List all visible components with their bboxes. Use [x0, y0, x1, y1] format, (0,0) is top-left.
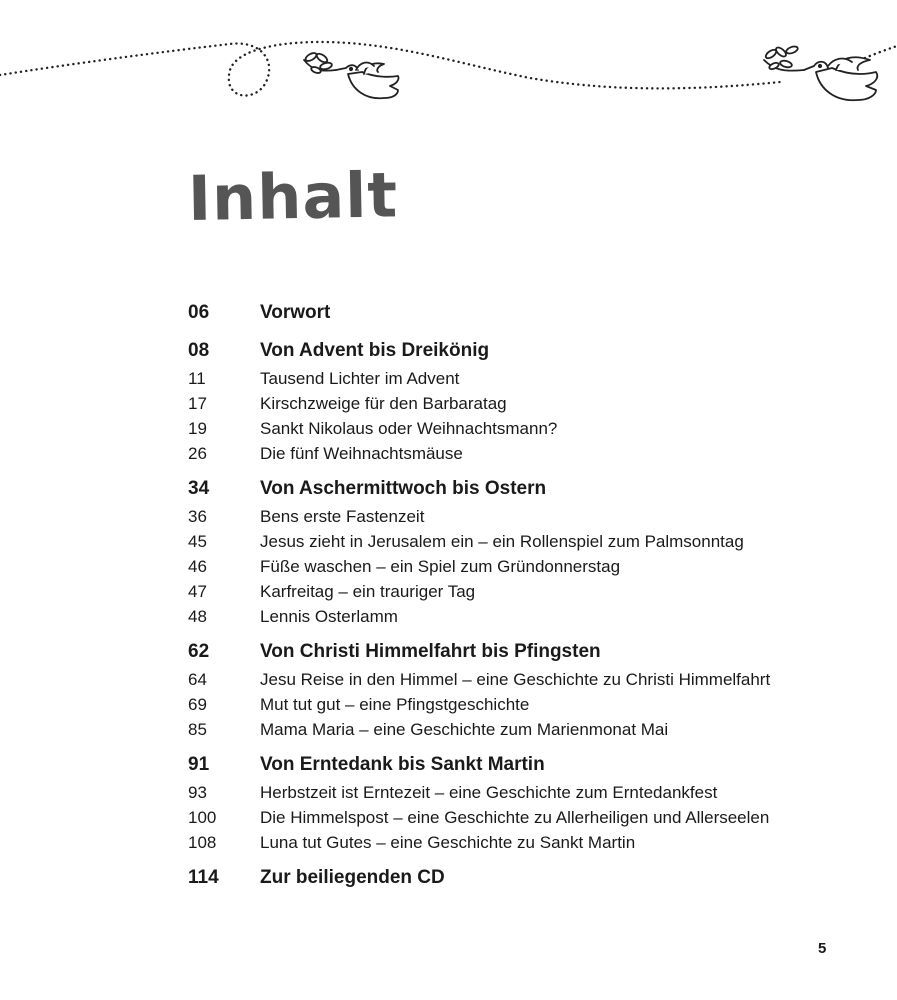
entry-page-number: 64 — [188, 670, 207, 689]
entry-title: Die Himmelspost – eine Geschichte zu Allerheiligen und Allerseelen — [260, 808, 770, 827]
entry-title: Kirschzweige für den Barbaratag — [260, 394, 507, 413]
toc-entry — [188, 582, 838, 607]
entry-title: Jesus zieht in Jerusalem ein – ein Rollenspiel zum Palmsonntag — [260, 532, 744, 551]
entry-page-number: 93 — [188, 783, 207, 802]
toc-entry — [188, 720, 838, 745]
table-of-contents — [188, 302, 838, 905]
entry-page-number: 48 — [188, 607, 207, 626]
entry-page-number: 45 — [188, 532, 207, 551]
section-page-number: 08 — [188, 340, 210, 361]
entry-title: Karfreitag – ein trauriger Tag — [260, 582, 476, 601]
toc-entry — [188, 670, 838, 695]
toc-section-heading — [188, 478, 838, 507]
toc-entry — [188, 808, 838, 833]
toc-section-heading — [188, 867, 838, 896]
entry-page-number: 19 — [188, 419, 207, 438]
toc-entry — [188, 507, 838, 532]
entry-title: Herbstzeit ist Erntezeit – eine Geschichte zum Erntedankfest — [260, 783, 718, 802]
entry-page-number: 17 — [188, 394, 207, 413]
dove-icon — [304, 51, 399, 98]
entry-page-number: 69 — [188, 695, 207, 714]
toc-entry — [188, 557, 838, 582]
toc-entry — [188, 607, 838, 632]
section-title: Von Aschermittwoch bis Ostern — [260, 478, 547, 499]
toc-entry — [188, 369, 838, 394]
toc-section — [188, 641, 838, 745]
toc-entry — [188, 695, 838, 720]
section-title: Von Advent bis Dreikönig — [260, 340, 490, 361]
entry-title: Mama Maria – eine Geschichte zum Marienmonat Mai — [260, 720, 669, 739]
toc-section — [188, 340, 838, 469]
toc-section — [188, 478, 838, 632]
toc-entry — [188, 532, 838, 557]
toc-section — [188, 754, 838, 858]
toc-section-heading — [188, 340, 838, 369]
entry-title: Die fünf Weihnachtsmäuse — [260, 444, 463, 463]
section-title: Von Erntedank bis Sankt Martin — [260, 754, 545, 775]
section-page-number: 91 — [188, 754, 210, 775]
section-title: Zur beiliegenden CD — [260, 867, 445, 888]
toc-section-heading — [188, 641, 838, 670]
dove-icon — [764, 45, 877, 100]
section-page-number: 34 — [188, 478, 210, 499]
entry-page-number: 108 — [188, 833, 217, 852]
toc-entry — [188, 833, 838, 858]
toc-section-heading — [188, 302, 838, 331]
toc-entry — [188, 783, 838, 808]
toc-entry — [188, 419, 838, 444]
section-title: Vorwort — [260, 302, 331, 323]
section-page-number: 06 — [188, 302, 210, 323]
toc-section — [188, 302, 838, 331]
entry-title: Luna tut Gutes – eine Geschichte zu Sankt Martin — [260, 833, 636, 852]
toc-section-heading — [188, 754, 838, 783]
entry-page-number: 26 — [188, 444, 207, 463]
section-title: Von Christi Himmelfahrt bis Pfingsten — [260, 641, 601, 662]
entry-page-number: 85 — [188, 720, 207, 739]
toc-entry — [188, 444, 838, 469]
section-page-number: 62 — [188, 641, 210, 662]
toc-entry — [188, 394, 838, 419]
entry-title: Füße waschen – ein Spiel zum Gründonnerstag — [260, 557, 621, 576]
entry-page-number: 100 — [188, 808, 217, 827]
entry-page-number: 11 — [188, 369, 206, 388]
page-title: Inhalt — [187, 158, 399, 235]
dove-border-decoration — [0, 0, 897, 130]
section-page-number: 114 — [188, 867, 219, 888]
entry-title: Jesu Reise in den Himmel – eine Geschichte zu Christi Himmelfahrt — [260, 670, 771, 689]
page-number: 5 — [818, 940, 827, 957]
entry-page-number: 47 — [188, 582, 207, 601]
entry-page-number: 46 — [188, 557, 207, 576]
entry-title: Lennis Osterlamm — [260, 607, 398, 626]
entry-title: Bens erste Fastenzeit — [260, 507, 425, 526]
entry-title: Sankt Nikolaus oder Weihnachtsmann? — [260, 419, 558, 438]
entry-page-number: 36 — [188, 507, 207, 526]
toc-section — [188, 867, 838, 896]
entry-title: Tausend Lichter im Advent — [260, 369, 460, 388]
entry-title: Mut tut gut – eine Pfingstgeschichte — [260, 695, 530, 714]
